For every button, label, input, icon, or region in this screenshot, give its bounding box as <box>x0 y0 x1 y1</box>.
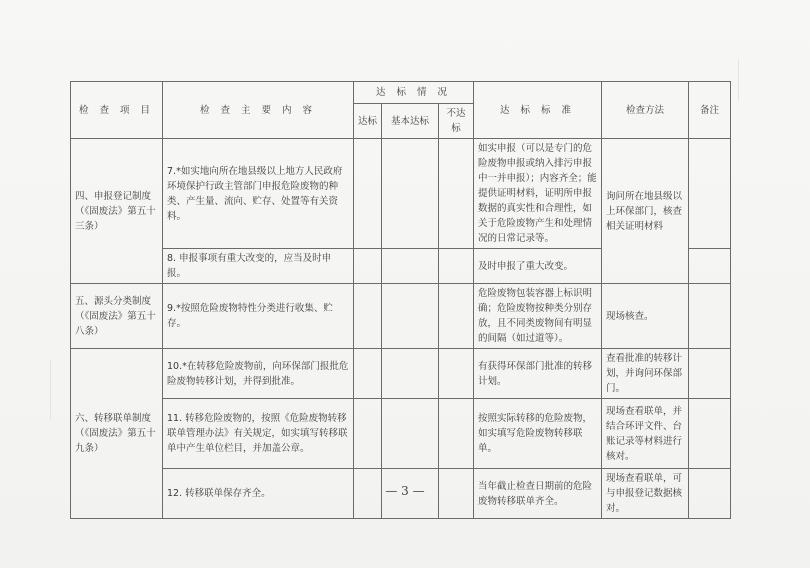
header-content: 检 查 主 要 内 容 <box>163 82 354 139</box>
status-pass-cell <box>354 349 382 399</box>
standard-cell: 及时申报了重大改变。 <box>474 249 602 284</box>
method-cell: 现场核查。 <box>602 284 689 349</box>
header-status-fail: 不达标 <box>439 104 474 139</box>
method-cell: 询问所在地县级以上环保部门，核查相关证明材料 <box>602 139 689 284</box>
status-basic-cell <box>382 249 439 284</box>
method-cell: 现场查看联单，可与申报登记数据核对。 <box>602 469 689 519</box>
inspection-table <box>70 81 731 519</box>
note-cell <box>689 249 731 284</box>
status-pass-cell <box>354 249 382 284</box>
note-cell <box>689 284 731 349</box>
header-item: 检 查 项 目 <box>71 82 163 139</box>
content-cell: 10.*在转移危险废物前，向环保部门报批危险废物转移计划，并得到批准。 <box>163 349 354 399</box>
status-fail-cell <box>439 249 474 284</box>
item-cell: 四、申报登记制度（《固废法》第五十三条） <box>71 139 163 284</box>
standard-cell: 危险废物包装容器上标识明确；危险废物按种类分别存放，且不同类废物间有明显的间隔（如过道等）。 <box>474 284 602 349</box>
status-basic-cell <box>382 284 439 349</box>
show-through-mark <box>738 60 759 100</box>
status-basic-cell <box>382 399 439 469</box>
page-number: — 3 — <box>385 484 425 498</box>
content-cell: 8. 申报事项有重大改变的，应当及时申报。 <box>163 249 354 284</box>
status-fail-cell <box>439 284 474 349</box>
status-pass-cell <box>354 399 382 469</box>
table-row <box>71 139 731 249</box>
note-cell <box>689 139 731 249</box>
standard-cell: 按照实际转移的危险废物，如实填写危险废物转移联单。 <box>474 399 602 469</box>
table-row <box>71 349 731 399</box>
content-cell: 7.*如实地向所在地县级以上地方人民政府环境保护行政主管部门申报危险废物的种类、产生量、流向、贮存、处置等有关资料。 <box>163 139 354 249</box>
header-status-basic: 基本达标 <box>382 104 439 139</box>
header-note: 备注 <box>689 82 731 139</box>
status-pass-cell <box>354 284 382 349</box>
show-through-mark <box>50 360 69 420</box>
content-cell: 11. 转移危险废物的，按照《危险废物转移联单管理办法》有关规定，如实填写转移联单中产生单位栏目，并加盖公章。 <box>163 399 354 469</box>
item-cell: 五、源头分类制度（《固废法》第五十八条） <box>71 284 163 349</box>
header-status-pass: 达标 <box>354 104 382 139</box>
status-pass-cell <box>354 139 382 249</box>
header-standard: 达 标 标 准 <box>474 82 602 139</box>
note-cell <box>689 399 731 469</box>
status-fail-cell <box>439 399 474 469</box>
status-basic-cell <box>382 139 439 249</box>
standard-cell: 当年截止检查日期前的危险废物转移联单齐全。 <box>474 469 602 519</box>
status-fail-cell <box>439 349 474 399</box>
content-cell: 12. 转移联单保存齐全。 <box>163 469 354 519</box>
standard-cell: 如实申报（可以是专门的危险废物申报或纳入排污申报中一并申报）；内容齐全；能提供证明材料，证明所申报数据的真实性和合理性，如关于危险废物产生和处理情况的日常记录等。 <box>474 139 602 249</box>
header-method: 检查方法 <box>602 82 689 139</box>
content-cell: 9.*按照危险废物特性分类进行收集、贮存。 <box>163 284 354 349</box>
table-row <box>71 284 731 349</box>
table-row <box>71 399 731 469</box>
header-status: 达 标 情 况 <box>354 82 474 104</box>
method-cell: 查看批准的转移计划，并询问环保部门。 <box>602 349 689 399</box>
item-cell: 六、转移联单制度（《固废法》第五十九条） <box>71 349 163 519</box>
status-fail-cell <box>439 139 474 249</box>
method-cell: 现场查看联单，并结合环评文件、台账记录等材料进行核对。 <box>602 399 689 469</box>
note-cell <box>689 349 731 399</box>
standard-cell: 有获得环保部门批准的转移计划。 <box>474 349 602 399</box>
status-basic-cell <box>382 349 439 399</box>
